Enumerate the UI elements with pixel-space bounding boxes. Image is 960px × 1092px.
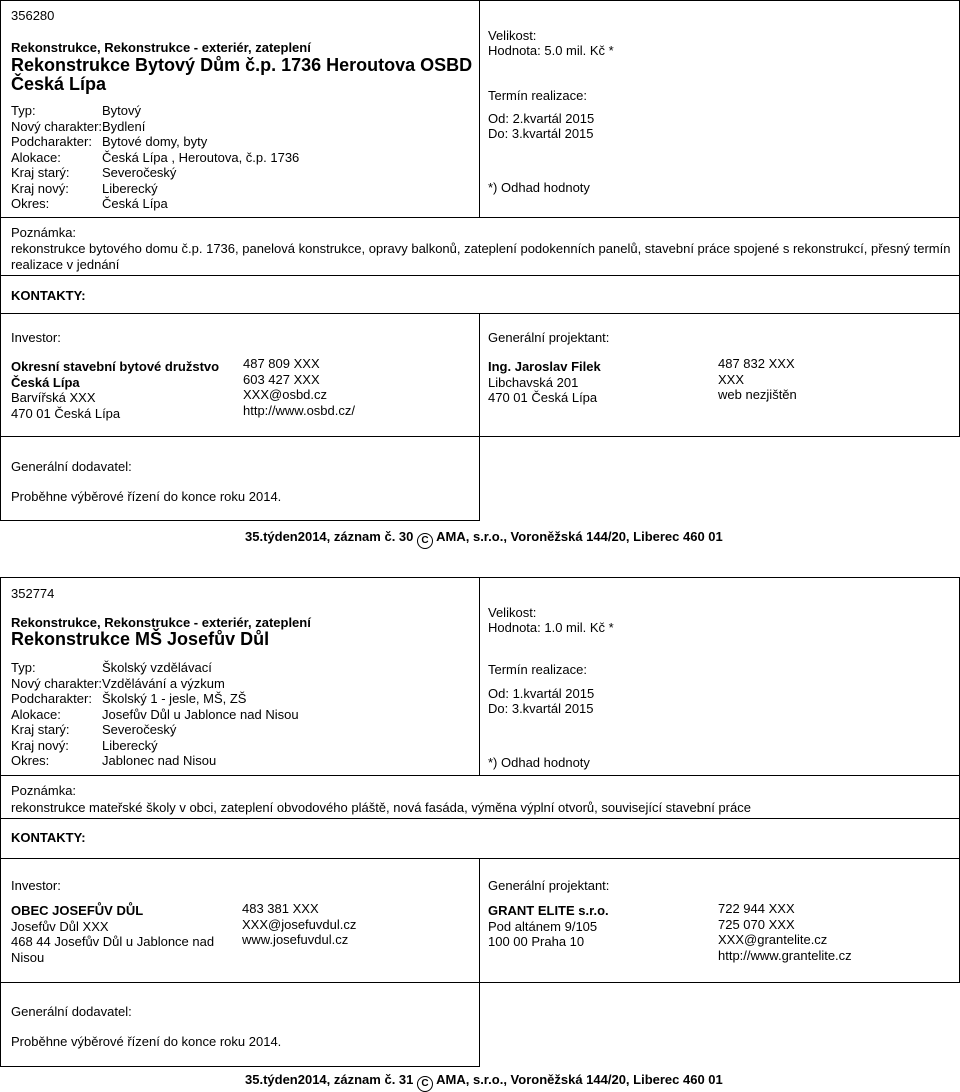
investor-web: http://www.osbd.cz/ [243, 402, 355, 418]
investor-address-line: Nisou [11, 949, 45, 965]
investor-contacts [243, 356, 355, 418]
investor-name: Okresní stavební bytové družstvo [11, 359, 220, 374]
field-label: Alokace: [11, 149, 61, 165]
designer-contacts [718, 901, 852, 963]
designer-web: http://www.grantelite.cz [718, 947, 852, 963]
record-fields [11, 103, 299, 212]
field-typ [11, 660, 299, 676]
record-id: 356280 [11, 8, 55, 23]
note-text: rekonstrukce mateřské školy v obci, zateplení obvodového pláště, nová fasáda, výměna výplní otvorů, související stavební práce [11, 800, 751, 815]
field-label: Nový charakter: [11, 675, 103, 691]
investor-name: OBEC JOSEFŮV DŮL [11, 903, 144, 918]
field-label: Alokace: [11, 706, 61, 722]
size-label: Velikost: [488, 28, 537, 43]
designer-label: Generální projektant: [488, 878, 610, 893]
investor-email: XXX@osbd.cz [243, 387, 328, 402]
investor-web: www.josefuvdul.cz [242, 932, 349, 947]
field-value: Josefův Důl u Jablonce nad Nisou [102, 706, 299, 722]
footer-suffix: AMA, s.r.o., Voroněžská 144/20, Liberec 460 01 [436, 529, 723, 544]
supplier-text: Proběhne výběrové řízení do konce roku 2014. [11, 1034, 282, 1049]
designer-label: Generální projektant: [488, 330, 610, 345]
investor-phone: 603 427 XXX [243, 371, 320, 387]
term-label: Termín realizace: [488, 88, 587, 103]
designer-name: Ing. Jaroslav Filek [488, 359, 601, 374]
investor-address-line: 468 44 Josefův Důl u Jablonce nad [11, 934, 215, 949]
contacts-label: KONTAKTY: [11, 830, 86, 845]
field-kraj-novy [11, 181, 299, 197]
field-label: Kraj starý: [11, 165, 70, 180]
investor-phone: 483 381 XXX [242, 901, 319, 916]
size-value: Hodnota: 1.0 mil. Kč * [488, 620, 614, 635]
field-value: Vzdělávání a výzkum [102, 675, 225, 691]
field-value: Školský 1 - jesle, MŠ, ZŠ [102, 691, 247, 706]
copyright-icon: C [417, 533, 433, 549]
record-title-line2: Česká Lípa [11, 74, 107, 94]
designer-phone: XXX [718, 371, 745, 387]
field-kraj-stary [11, 165, 299, 181]
designer-address-line: 100 00 Praha 10 [488, 934, 585, 949]
supplier-label: Generální dodavatel: [11, 459, 132, 474]
field-value: Jablonec nad Nisou [102, 753, 217, 768]
field-novy-charakter [11, 676, 299, 692]
investor-address-line: Barvířská XXX [11, 390, 96, 405]
field-label: Typ: [11, 660, 36, 675]
designer-web: web nezjištěn [718, 387, 797, 402]
contacts-header-box [0, 275, 960, 314]
footer-suffix: AMA, s.r.o., Voroněžská 144/20, Liberec 460 01 [436, 1072, 723, 1087]
investor-block [11, 359, 219, 421]
designer-name: GRANT ELITE s.r.o. [488, 903, 609, 918]
field-label: Kraj nový: [11, 180, 69, 196]
designer-address-line: Pod altánem 9/105 [488, 918, 598, 934]
footer-prefix: 35.týden2014, záznam č. 31 [245, 1072, 414, 1087]
field-value: Bydlení [102, 118, 146, 134]
field-value: Liberecký [102, 180, 158, 196]
term-from: Od: 1.kvartál 2015 [488, 686, 595, 701]
investor-name-line2: Česká Lípa [11, 374, 80, 390]
field-value: Severočeský [102, 722, 177, 737]
investor-phone: 487 809 XXX [243, 356, 320, 371]
field-alokace [11, 707, 299, 723]
field-label: Kraj nový: [11, 737, 69, 753]
record-id: 352774 [11, 586, 55, 601]
investor-block [11, 903, 214, 965]
contacts-label: KONTAKTY: [11, 288, 86, 303]
designer-address-line: 470 01 Česká Lípa [488, 390, 598, 405]
field-alokace [11, 150, 299, 166]
contacts-header-box [0, 818, 960, 859]
term-to: Do: 3.kvartál 2015 [488, 701, 594, 716]
field-typ [11, 103, 299, 119]
field-label: Nový charakter: [11, 118, 103, 134]
term-from: Od: 2.kvartál 2015 [488, 111, 595, 126]
supplier-text: Proběhne výběrové řízení do konce roku 2014. [11, 489, 282, 504]
record-category: Rekonstrukce, Rekonstrukce - exteriér, zateplení [11, 40, 311, 55]
term-label: Termín realizace: [488, 662, 587, 677]
note-label: Poznámka: [11, 783, 77, 798]
supplier-box [0, 436, 480, 521]
investor-email: XXX@josefuvdul.cz [242, 916, 357, 932]
field-label: Kraj starý: [11, 722, 70, 737]
copyright-icon: C [417, 1076, 433, 1092]
field-label: Typ: [11, 103, 36, 118]
investor-label: Investor: [11, 330, 61, 345]
designer-block [488, 903, 609, 950]
estimate-note: *) Odhad hodnoty [488, 180, 590, 195]
field-value: Bytový [102, 103, 142, 118]
record-footer [245, 1072, 723, 1092]
estimate-note: *) Odhad hodnoty [488, 755, 590, 770]
field-label: Okres: [11, 196, 50, 211]
size-label: Velikost: [488, 605, 537, 620]
designer-phone: 725 070 XXX [718, 916, 795, 932]
investor-contacts [242, 901, 356, 948]
record-fields [11, 660, 299, 769]
investor-address-line: Josefův Důl XXX [11, 918, 109, 934]
investor-address-line: 470 01 Česká Lípa [11, 405, 121, 421]
field-value: Školský vzdělávací [102, 660, 212, 675]
designer-email: XXX@grantelite.cz [718, 932, 828, 947]
designer-address-line: Libchavská 201 [488, 374, 579, 390]
field-label: Podcharakter: [11, 691, 92, 706]
field-label: Podcharakter: [11, 134, 92, 149]
field-okres [11, 753, 299, 769]
field-value: Severočeský [102, 165, 177, 180]
investor-label: Investor: [11, 878, 61, 893]
field-novy-charakter [11, 119, 299, 135]
record-category: Rekonstrukce, Rekonstrukce - exteriér, zateplení [11, 615, 311, 630]
field-kraj-novy [11, 738, 299, 754]
field-value: Bytové domy, byty [102, 134, 208, 149]
field-value: Liberecký [102, 737, 158, 753]
record-title: Rekonstrukce MŠ Josefův Důl [11, 629, 270, 649]
field-value: Česká Lípa [102, 196, 168, 211]
supplier-label: Generální dodavatel: [11, 1004, 132, 1019]
footer-prefix: 35.týden2014, záznam č. 30 [245, 529, 414, 544]
designer-phone: 487 832 XXX [718, 356, 795, 371]
note-text: rekonstrukce bytového domu č.p. 1736, panelová konstrukce, opravy balkonů, zateplení podokenních panelů, stavební práce spojené s rekonstrukcí, přesný termín realizace v jednání [11, 241, 951, 272]
supplier-box [0, 982, 480, 1067]
term-to: Do: 3.kvartál 2015 [488, 126, 594, 141]
note-label: Poznámka: [11, 225, 77, 240]
field-podcharakter [11, 134, 299, 150]
field-kraj-stary [11, 722, 299, 738]
designer-phone: 722 944 XXX [718, 901, 795, 916]
field-label: Okres: [11, 753, 50, 768]
size-value: Hodnota: 5.0 mil. Kč * [488, 43, 614, 58]
field-podcharakter [11, 691, 299, 707]
designer-block [488, 359, 601, 406]
record-footer [245, 529, 723, 549]
designer-contacts [718, 356, 797, 403]
field-value: Česká Lípa , Heroutova, č.p. 1736 [102, 149, 300, 165]
record-title: Rekonstrukce Bytový Dům č.p. 1736 Heroutova OSBD [11, 55, 473, 75]
field-okres [11, 196, 299, 212]
